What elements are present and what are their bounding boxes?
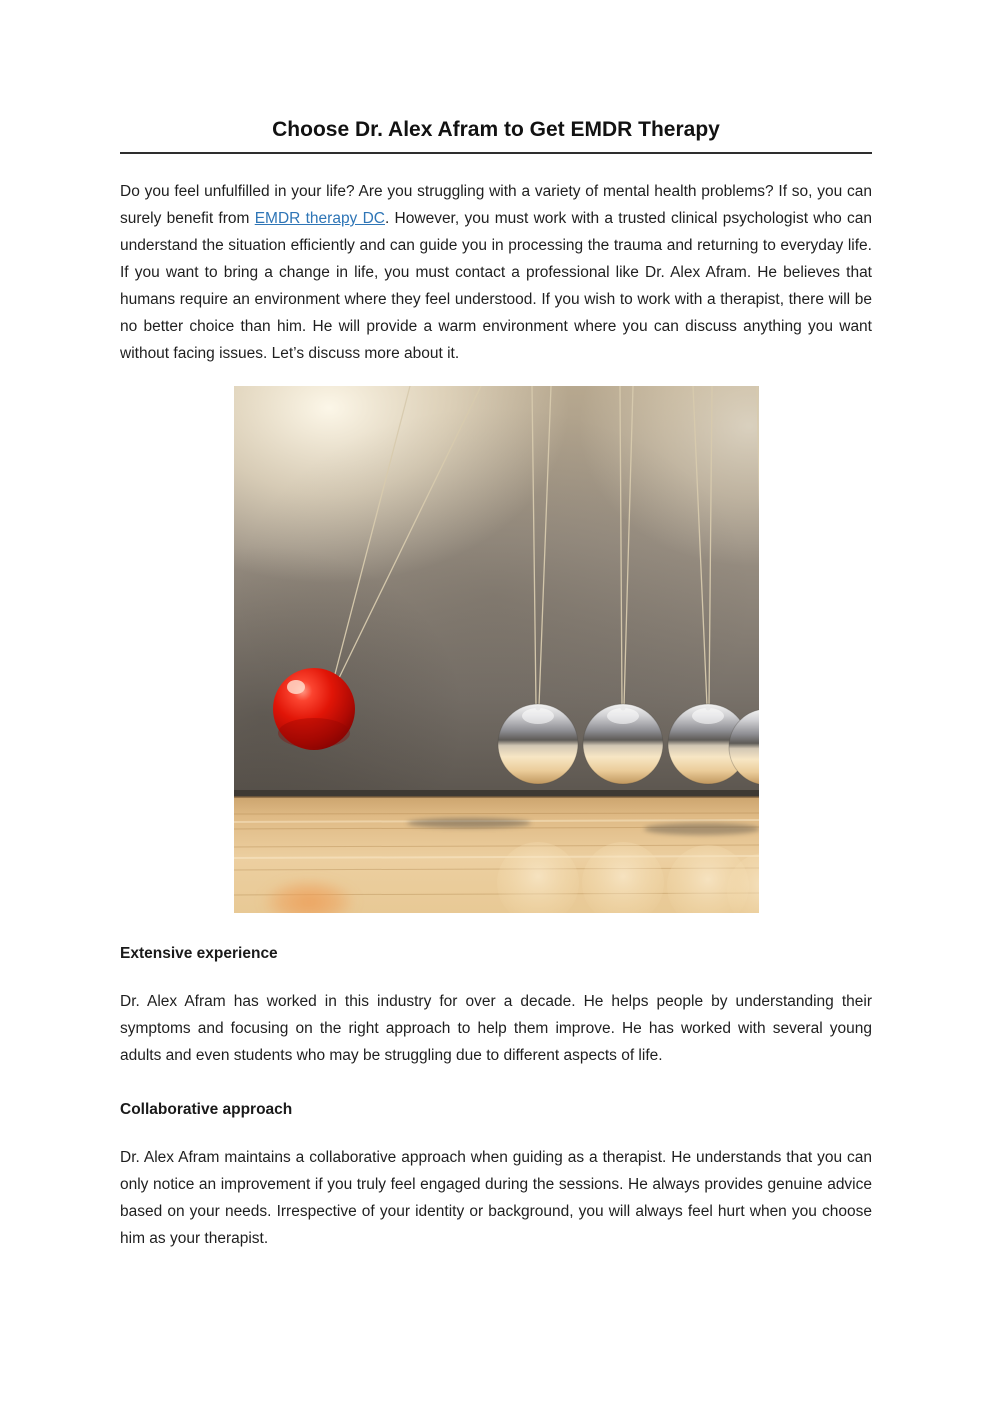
emdr-therapy-dc-link[interactable]: EMDR therapy DC bbox=[254, 210, 385, 227]
title-divider bbox=[120, 152, 872, 154]
floor-smudge-1 bbox=[407, 818, 531, 828]
section-paragraph-extensive-experience: Dr. Alex Afram has worked in this industry for over a decade. He helps people by understanding their symptoms and focusing on the right approach to help them improve. He has worked with several young adults and even students who may be struggling due to different aspects of life. bbox=[120, 993, 872, 1064]
floor-smudge-2 bbox=[644, 823, 759, 835]
intro-text-after-link: . However, you must work with a trusted clinical psychologist who can understand the situation efficiently and can guide you in processing the trauma and returning to everyday life. If you want to bring a change in life, you must contact a professional like Dr. Alex Afram. He believes that humans require an environment where they feel understood. If you wish to work with a therapist, there will be no better choice than him. He will provide a warm environment where you can discuss anything you want without facing issues. Let’s discuss more about it. bbox=[120, 210, 872, 362]
section-heading-collaborative-approach: Collaborative approach bbox=[120, 1101, 293, 1118]
intro-text-before-link: Do you feel unfulfilled in your life? Are you struggling with a variety of mental health problems? If so, you can surely benefit from bbox=[120, 183, 872, 227]
newtons-cradle-image bbox=[234, 386, 759, 913]
page-title: Choose Dr. Alex Afram to Get EMDR Therapy bbox=[272, 118, 720, 141]
silver-balls bbox=[498, 704, 759, 785]
section-paragraph-collaborative-approach: Dr. Alex Afram maintains a collaborative approach when guiding as a therapist. He understands that you can only notice an improvement if you truly feel engaged during the sessions. He always provides genuine advice based on your needs. Irrespective of your identity or background, you will always feel hurt when you choose him as your therapist. bbox=[120, 1149, 872, 1247]
baseboard-highlight bbox=[234, 796, 759, 798]
wall-floor-junction bbox=[234, 790, 759, 797]
red-ball bbox=[273, 668, 355, 750]
intro-paragraph bbox=[120, 178, 872, 367]
section-heading-extensive-experience: Extensive experience bbox=[120, 945, 278, 962]
document-page bbox=[120, 0, 872, 1252]
newtons-cradle-figure bbox=[120, 386, 872, 913]
